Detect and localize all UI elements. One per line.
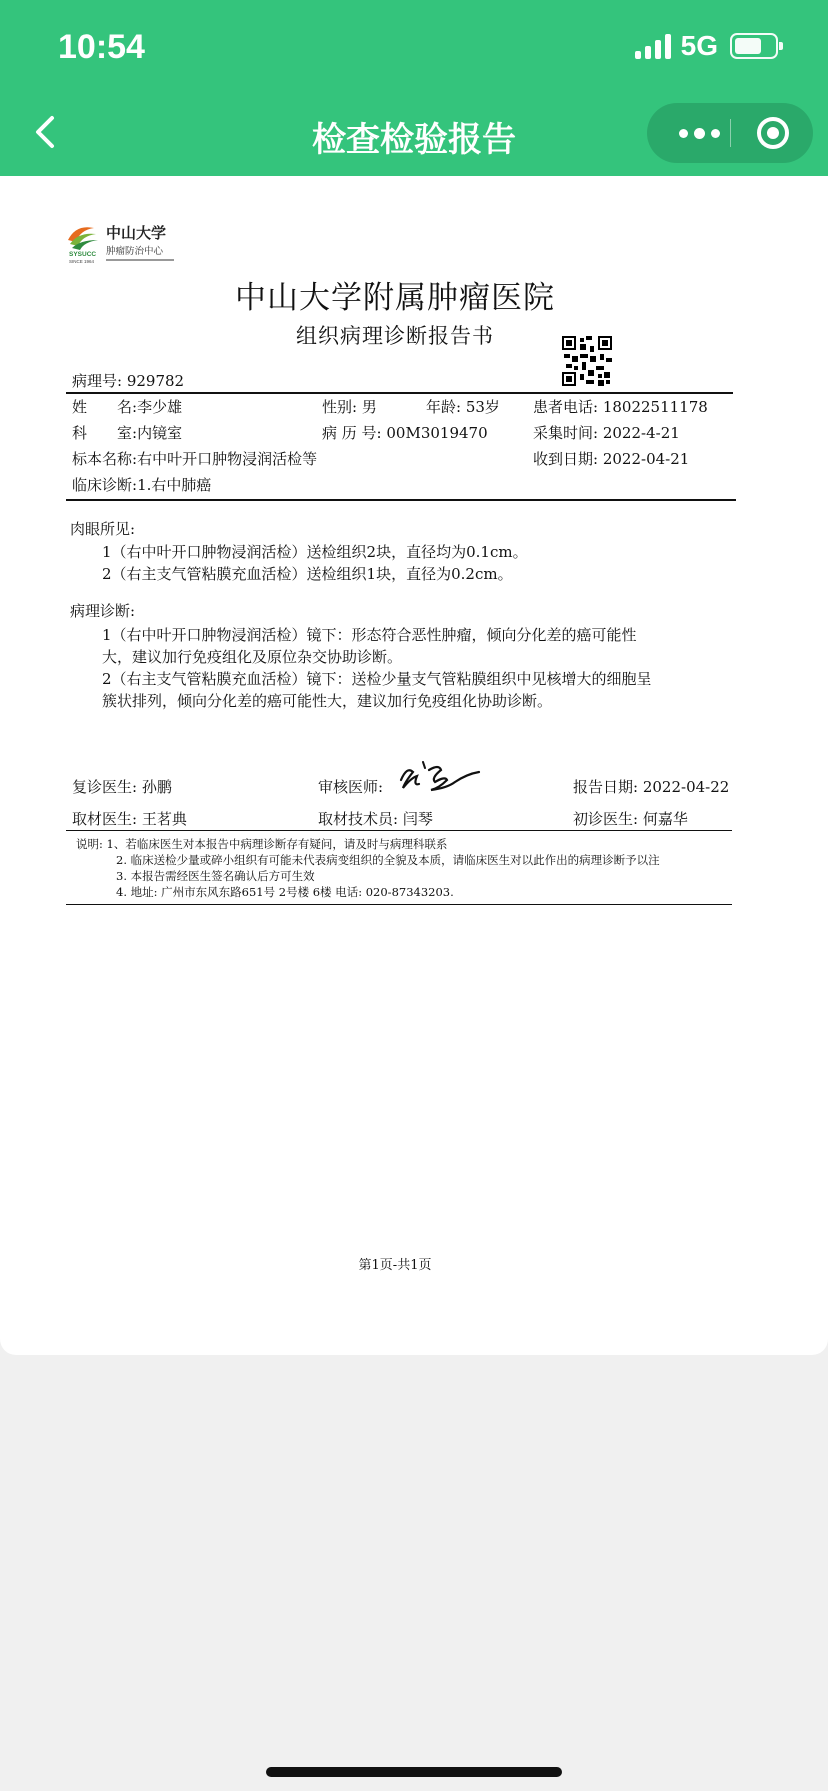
- sampling-tech-value: 闫琴: [402, 810, 433, 828]
- capsule-divider: [730, 119, 731, 147]
- hospital-logo: [66, 218, 178, 266]
- report-date-value: 2022-04-22: [642, 778, 730, 796]
- audit-doctor-label: 审核医师:: [318, 778, 384, 796]
- sampling-tech-field: [318, 808, 433, 829]
- qr-code-icon: [562, 336, 612, 386]
- diagnosis-line: 簇状排列，倾向分化差的癌可能性大，建议加行免疫组化协助诊断。: [102, 692, 553, 710]
- department-field: [72, 422, 182, 443]
- collect-time-label: 采集时间:: [533, 424, 599, 442]
- note-line: 3. 本报告需经医生签名确认后方可生效: [116, 869, 315, 883]
- gender-value: 男: [361, 398, 377, 416]
- patient-name-field: [72, 396, 182, 417]
- gross-heading: 肉眼所见:: [70, 520, 136, 538]
- page-number: 第1页-共1页: [358, 1258, 432, 1273]
- patient-name-label: 姓 名:: [72, 398, 138, 416]
- phone-value: 18022511178: [602, 398, 708, 416]
- logo-abbr: SYSUCC: [69, 251, 97, 258]
- first-doctor-value: 何嘉华: [642, 810, 688, 828]
- diagnosis-heading: 病理诊断:: [70, 602, 136, 620]
- pathology-no-field: [72, 370, 184, 391]
- review-doctor-label: 复诊医生:: [72, 778, 138, 796]
- department-value: 内镜室: [137, 424, 183, 442]
- report-page: [0, 176, 828, 1355]
- logo-since: SINCE 1964: [69, 259, 95, 264]
- review-doctor-field: [72, 776, 172, 797]
- sampling-doctor-label: 取材医生:: [72, 810, 138, 828]
- pathology-no-label: 病理号:: [72, 372, 123, 390]
- home-indicator[interactable]: [266, 1767, 562, 1777]
- report-title: 组织病理诊断报告书: [296, 324, 494, 348]
- network-label: 5G: [680, 30, 718, 61]
- sampling-doctor-field: [72, 808, 187, 829]
- more-menu-icon[interactable]: [669, 103, 729, 163]
- page-title: 检查检验报告: [312, 120, 516, 160]
- first-doctor-label: 初诊医生:: [573, 810, 639, 828]
- divider-top: [66, 392, 733, 394]
- logo-cn-name: 中山大学: [106, 224, 167, 242]
- status-indicators: [635, 30, 778, 62]
- specimen-value: 右中叶开口肿物浸润活检等: [137, 450, 318, 468]
- patient-name-value: 李少雄: [137, 398, 183, 416]
- note-line: 2. 临床送检少量或碎小组织有可能未代表病变组织的全貌及本质，请临床医生对以此作出的病理诊断予以注: [116, 853, 660, 867]
- age-field: [426, 396, 500, 417]
- sampling-doctor-value: 王茗典: [141, 810, 187, 828]
- clinical-diagnosis-label: 临床诊断:: [72, 476, 138, 494]
- status-time: 10:54: [58, 28, 145, 66]
- close-miniapp-icon[interactable]: [755, 115, 791, 151]
- specimen-label: 标本名称:: [72, 450, 138, 468]
- received-date-field: [533, 448, 689, 469]
- gender-field: [322, 396, 377, 417]
- received-date-value: 2022-04-21: [602, 450, 690, 468]
- received-date-label: 收到日期:: [533, 450, 599, 468]
- clinical-diagnosis-value: 1.右中肺癌: [137, 476, 212, 494]
- divider-notes: [66, 830, 732, 831]
- specimen-field: [72, 448, 317, 469]
- audit-doctor-field: [318, 776, 383, 797]
- collect-time-field: [533, 422, 680, 443]
- divider-bottom: [66, 904, 732, 905]
- miniapp-capsule: [647, 103, 813, 163]
- phone-field: [533, 396, 708, 417]
- age-label: 年龄:: [426, 398, 462, 416]
- note-line: 说明: 1、若临床医生对本报告中病理诊断存有疑问，请及时与病理科联系: [76, 837, 448, 851]
- pathology-no-value: 929782: [126, 372, 185, 390]
- first-doctor-field: [573, 808, 688, 829]
- signal-icon: [635, 33, 671, 59]
- record-no-field: [322, 422, 488, 443]
- hospital-name: 中山大学附属肿瘤医院: [235, 280, 555, 316]
- diagnosis-line: 大，建议加行免疫组化及原位杂交协助诊断。: [102, 648, 403, 666]
- top-bar: [0, 0, 828, 176]
- phone-label: 患者电话:: [533, 398, 599, 416]
- doctor-signature: [395, 758, 485, 794]
- report-date-label: 报告日期:: [573, 778, 639, 796]
- record-no-value: 00M3019470: [386, 424, 488, 442]
- diagnosis-line: 1（右中叶开口肿物浸润活检）镜下：形态符合恶性肿瘤，倾向分化差的癌可能性: [102, 626, 637, 644]
- battery-icon: [730, 33, 778, 59]
- report-date-field: [573, 776, 729, 797]
- age-value: 53岁: [465, 398, 500, 416]
- gross-line: 1（右中叶开口肿物浸润活检）送检组织2块，直径均为0.1cm。: [102, 543, 528, 561]
- divider-header: [66, 499, 736, 501]
- clinical-diagnosis-field: [72, 474, 211, 495]
- note-line: 4. 地址: 广州市东风东路651号 2号楼 6楼 电话: 020-87343203.: [116, 885, 454, 899]
- diagnosis-line: 2（右主支气管粘膜充血活检）镜下：送检少量支气管粘膜组织中见核增大的细胞呈: [102, 670, 652, 688]
- report-document: [0, 176, 828, 1355]
- sampling-tech-label: 取材技术员:: [318, 810, 399, 828]
- logo-cn-sub: 肿瘤防治中心: [106, 246, 164, 257]
- collect-time-value: 2022-4-21: [602, 424, 680, 442]
- gross-line: 2（右主支气管粘膜充血活检）送检组织1块，直径为0.2cm。: [102, 565, 513, 583]
- review-doctor-value: 孙鹏: [141, 778, 172, 796]
- department-label: 科 室:: [72, 424, 138, 442]
- record-no-label: 病 历 号:: [322, 424, 382, 442]
- gender-label: 性别:: [322, 398, 358, 416]
